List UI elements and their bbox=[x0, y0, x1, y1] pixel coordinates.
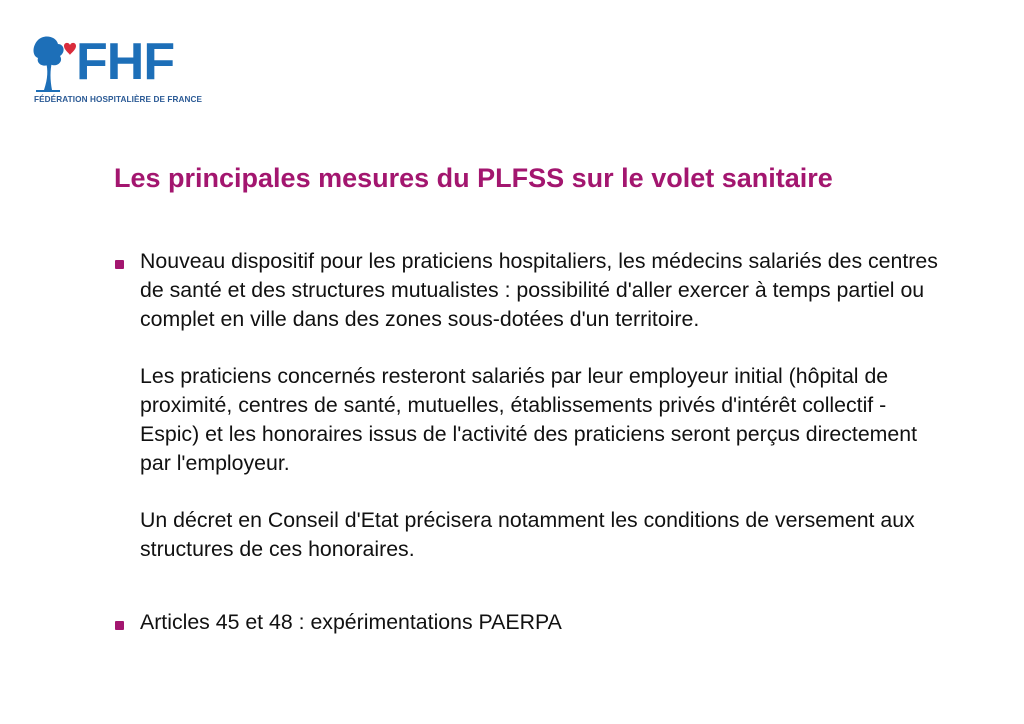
bullet-square-icon bbox=[115, 621, 124, 630]
bullet-paragraph: Les praticiens concernés resteront salariés par leur employeur initial (hôpital de proximité, centres de santé, mutuelles, établissements privés d'intérêt collectif -Espic) et les honoraires issus de l'activité des praticiens seront perçus directement par l'employeur. bbox=[140, 364, 918, 475]
bullet-paragraph: Articles 45 et 48 : expérimentations PAERPA bbox=[140, 609, 562, 634]
fhf-logo bbox=[30, 33, 203, 109]
tree-heart-icon bbox=[30, 34, 76, 94]
bullet-square-icon bbox=[115, 260, 124, 269]
logo-caption: FÉDÉRATION HOSPITALIÈRE DE FRANCE bbox=[34, 95, 203, 104]
bullet-item bbox=[114, 247, 944, 564]
slide-title: Les principales mesures du PLFSS sur le volet sanitaire bbox=[114, 163, 833, 193]
bullet-item bbox=[114, 608, 944, 637]
bullet-paragraph: Un décret en Conseil d'Etat précisera notamment les conditions de versement aux structures de ces honoraires. bbox=[140, 508, 915, 561]
bullet-list bbox=[114, 247, 944, 637]
logo-letters: FHF bbox=[76, 33, 175, 91]
bullet-paragraph: Nouveau dispositif pour les praticiens hospitaliers, les médecins salariés des centres de santé et des structures mutualistes : possibilité d'aller exercer à temps partiel ou complet en ville dans des zones sous-dotées d'un territoire. bbox=[140, 249, 938, 331]
